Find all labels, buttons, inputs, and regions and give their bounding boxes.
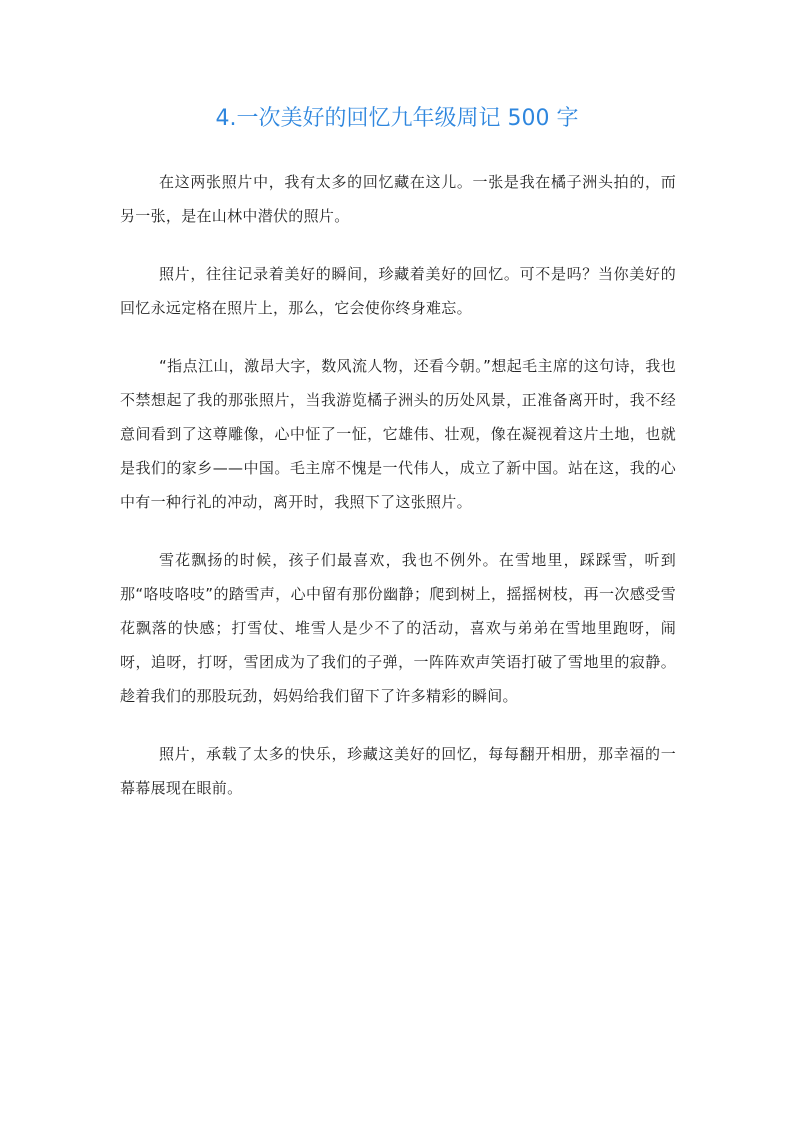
paragraph-1: 在这两张照片中，我有太多的回忆藏在这儿。一张是我在橘子洲头拍的，而另一张，是在山林中潜伏的照片。 <box>120 173 676 225</box>
document-body <box>120 165 676 805</box>
paragraph-2: 照片，往往记录着美好的瞬间，珍藏着美好的回忆。可不是吗？当你美好的回忆永远定格在照片上，那么，它会使你终身难忘。 <box>120 265 676 317</box>
document-title: 4.一次美好的回忆九年级周记 500 字 <box>215 106 579 131</box>
paragraph-4: 雪花飘扬的时候，孩子们最喜欢，我也不例外。在雪地里，踩踩雪，听到那“咯吱咯吱”的踏雪声，心中留有那份幽静；爬到树上，摇摇树枝，再一次感受雪花飘落的快感；打雪仗、堆雪人是少不了的活动，喜欢与弟弟在雪地里跑呀，闹呀，追呀，打呀，雪团成为了我们的子弹，一阵阵欢声笑语打破了雪地里的寂静。趁着我们的那股玩劲，妈妈给我们留下了许多精彩的瞬间。 <box>120 551 676 705</box>
paragraph-3: “指点江山，激昂大字，数风流人物，还看今朝。”想起毛主席的这句诗，我也不禁想起了我的那张照片，当我游览橘子洲头的历处风景，正准备离开时，我不经意间看到了这尊雕像，心中怔了一怔，它雄伟、壮观，像在凝视着这片土地，也就是我们的家乡——中国。毛主席不愧是一代伟人，成立了新中国。站在这，我的心中有一种行礼的冲动，离开时，我照下了这张照片。 <box>120 357 676 511</box>
paragraph-5: 照片，承载了太多的快乐，珍藏这美好的回忆，每每翻开相册，那幸福的一幕幕展现在眼前。 <box>120 745 676 797</box>
